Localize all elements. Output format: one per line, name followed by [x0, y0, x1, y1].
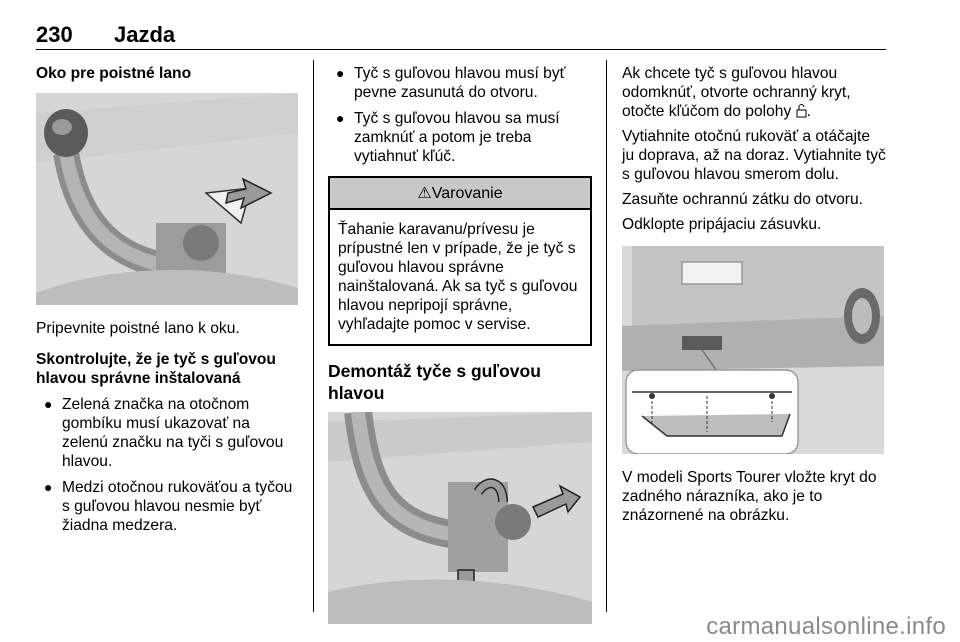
watermark: carmanualsonline.info: [706, 613, 946, 640]
bullet-icon: ●: [44, 479, 53, 495]
column-divider: [313, 60, 314, 612]
warning-title: Varovanie: [431, 185, 503, 202]
instruction-paragraph: V modeli Sports Tourer vložte kryt do zadného nárazníka, ako je to znázornené na obrázku.: [622, 469, 877, 524]
check-heading: Skontrolujte, že je tyč s guľovou hlavou správne inštalovaná: [36, 351, 276, 387]
requirements-list: [328, 64, 592, 166]
caption-text: Pripevnite poistné lano k oku.: [36, 320, 240, 337]
bullet-icon: ●: [44, 396, 53, 412]
instruction-text: Ak chcete tyč s guľovou hlavou odomknúť, otvorte ochranný kryt, otočte kľúčom do polohy: [622, 65, 851, 120]
page-number: 230: [36, 22, 73, 47]
chapter-title: Jazda: [114, 22, 176, 47]
list-item: [36, 395, 298, 471]
warning-header: [330, 178, 590, 210]
warning-icon: ⚠: [417, 185, 432, 202]
instruction-paragraph: [622, 64, 886, 121]
column-1: [36, 64, 298, 535]
list-item-text: Tyč s guľovou hlavou sa musí zamknúť a potom je treba vytiahnuť kľúč.: [354, 110, 560, 165]
header-rule: [36, 49, 886, 50]
bullet-icon: ●: [336, 65, 345, 81]
instruction-paragraph: Zasuňte ochrannú zátku do otvoru.: [622, 191, 863, 208]
bullet-icon: ●: [336, 110, 345, 126]
list-item-text: Tyč s guľovou hlavou musí byť pevne zasunutá do otvoru.: [354, 65, 566, 101]
page-header: [36, 18, 886, 52]
list-item: [328, 109, 592, 166]
section-heading: Oko pre poistné lano: [36, 65, 192, 82]
instruction-text: .: [806, 103, 811, 120]
check-list: [36, 395, 298, 535]
list-item-text: Zelená značka na otočnom gombíku musí ukazovať na zelenú značku na tyči s guľovou hlavou.: [62, 396, 284, 470]
section-heading: Demontáž tyče s guľovou hlavou: [328, 361, 541, 403]
column-3: [622, 64, 886, 525]
removal-drawing: [328, 412, 592, 624]
warning-text: Ťahanie karavanu/prívesu je prípustné len v prípade, že je tyč s guľovou hlavou správne nainštalovaná. Ak sa tyč s guľovou hlavou nepripojí správne, vyhľadajte pomoc v servise.: [338, 221, 578, 333]
list-item: [328, 64, 592, 102]
instruction-paragraph: Odklopte pripájaciu zásuvku.: [622, 216, 822, 233]
unlock-icon: [796, 103, 807, 118]
list-item-text: Medzi otočnou rukoväťou a tyčou s guľovou hlavou nesmie byť žiadna medzera.: [62, 479, 293, 534]
towbar-drawing: [36, 93, 298, 305]
rear-bumper-illustration: [622, 246, 884, 454]
column-divider: [606, 60, 607, 612]
instruction-paragraph: Vytiahnite otočnú rukoväť a otáčajte ju doprava, až na doraz. Vytiahnite tyč s guľovou hlavou smerom dolu.: [622, 128, 886, 183]
bumper-drawing: [622, 246, 884, 454]
warning-box: [328, 176, 592, 346]
removal-illustration: [328, 412, 592, 624]
towing-eye-illustration: [36, 93, 298, 305]
list-item: [36, 478, 298, 535]
column-2: [328, 64, 592, 624]
